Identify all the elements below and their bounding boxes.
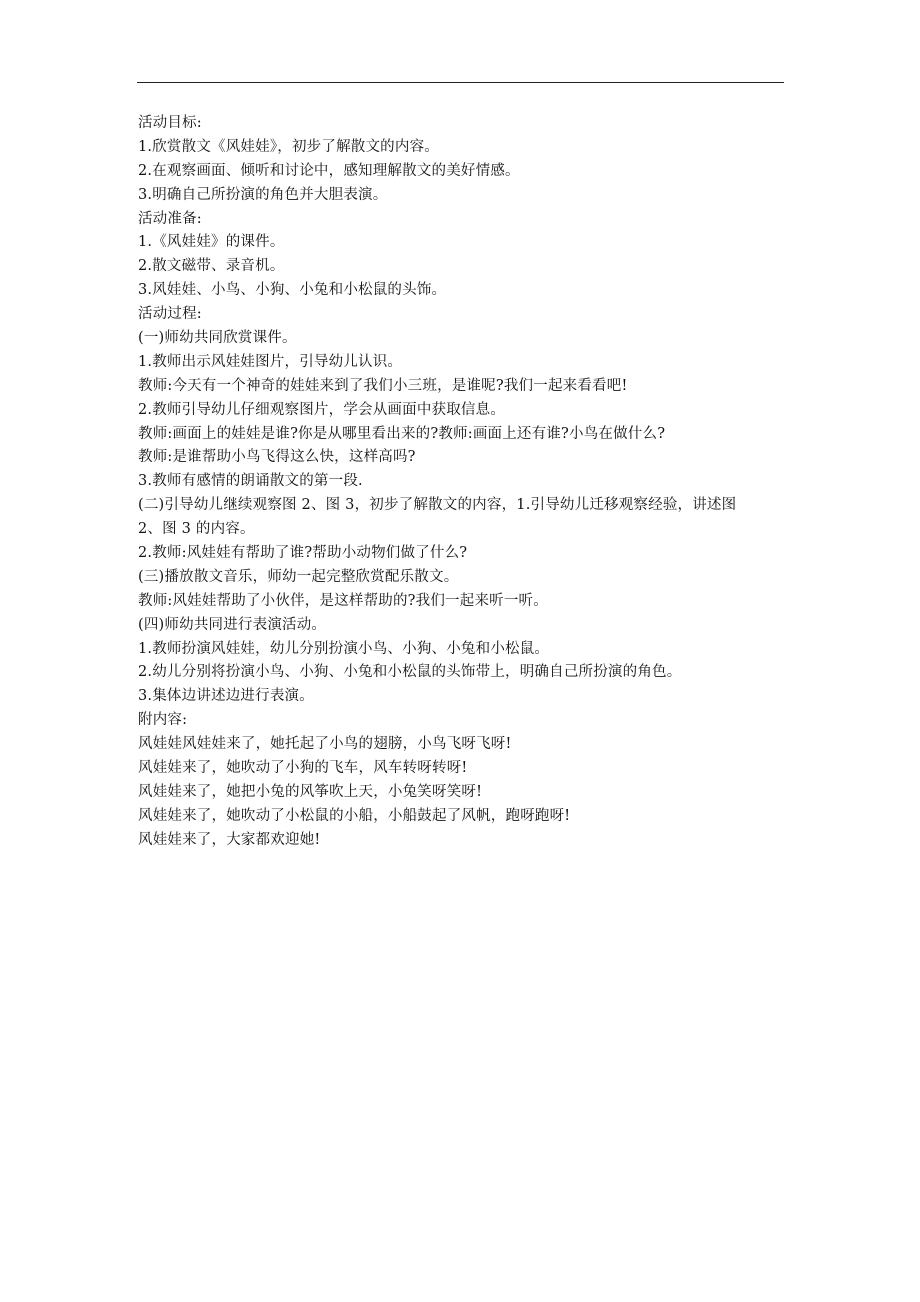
header-rule — [137, 82, 784, 83]
text-line: 教师:是谁帮助小鸟飞得这么快，这样高吗? — [138, 449, 416, 466]
document-body — [138, 112, 786, 853]
prose-line: 风娃娃来了，她吹动了小松鼠的小船，小船鼓起了风帆，跑呀跑呀! — [138, 807, 571, 824]
text-line: 1.欣赏散文《风娃娃》，初步了解散文的内容。 — [138, 138, 439, 155]
text-line: 3.风娃娃、小鸟、小狗、小兔和小松鼠的头饰。 — [138, 282, 447, 299]
text-line: 3.集体边讲述边进行表演。 — [138, 688, 314, 705]
section-heading-process: 活动过程: — [138, 306, 202, 323]
text-line: (一)师幼共同欣赏课件。 — [138, 330, 297, 347]
section-heading-preparation: 活动准备: — [138, 210, 202, 227]
text-line: 1.教师出示风娃娃图片，引导幼儿认识。 — [138, 353, 403, 370]
text-line: 2.散文磁带、录音机。 — [138, 258, 285, 275]
section-heading-goals: 活动目标: — [138, 115, 202, 131]
text-line: 2.教师:风娃娃有帮助了谁?帮助小动物们做了什么? — [138, 545, 468, 562]
text-line: 1.《风娃娃》的课件。 — [138, 234, 285, 251]
text-line: (三)播放散文音乐，师幼一起完整欣赏配乐散文。 — [138, 568, 459, 585]
prose-line: 风娃娃来了，她吹动了小狗的飞车，风车转呀转呀! — [138, 760, 468, 777]
text-line: 3.教师有感情的朗诵散文的第一段. — [138, 473, 363, 490]
text-line: 2、图 3 的内容。 — [138, 521, 255, 538]
prose-line: 风娃娃来了，她把小兔的风筝吹上天，小兔笑呀笑呀! — [138, 783, 483, 800]
text-line: 2.幼儿分别将扮演小鸟、小狗、小兔和小松鼠的头饰带上，明确自己所扮演的角色。 — [138, 664, 682, 681]
text-line: (二)引导幼儿继续观察图 2、图 3，初步了解散文的内容，1.引导幼儿迁移观察经验，讲述图 — [138, 497, 737, 514]
text-line: 3.明确自己所扮演的角色并大胆表演。 — [138, 186, 388, 203]
text-line: 教师:风娃娃帮助了小伙伴，是这样帮助的?我们一起来听一听。 — [138, 592, 548, 609]
text-line: 教师:今天有一个神奇的娃娃来到了我们小三班，是谁呢?我们一起来看看吧! — [138, 377, 628, 394]
text-line: 2.教师引导幼儿仔细观察图片，学会从画面中获取信息。 — [138, 401, 506, 418]
prose-line: 风娃娃风娃娃来了，她托起了小鸟的翅膀，小鸟飞呀飞呀! — [138, 736, 512, 753]
prose-line: 风娃娃来了，大家都欢迎她! — [138, 831, 321, 848]
text-line: 教师:画面上的娃娃是谁?你是从哪里看出来的?教师:画面上还有谁?小鸟在做什么? — [138, 425, 666, 442]
text-line: (四)师幼共同进行表演活动。 — [138, 616, 327, 633]
text-line: 2.在观察画面、倾听和讨论中，感知理解散文的美好情感。 — [138, 162, 520, 179]
text-line: 1.教师扮演风娃娃，幼儿分别扮演小鸟、小狗、小兔和小松鼠。 — [138, 640, 550, 657]
section-heading-appendix: 附内容: — [138, 712, 188, 729]
